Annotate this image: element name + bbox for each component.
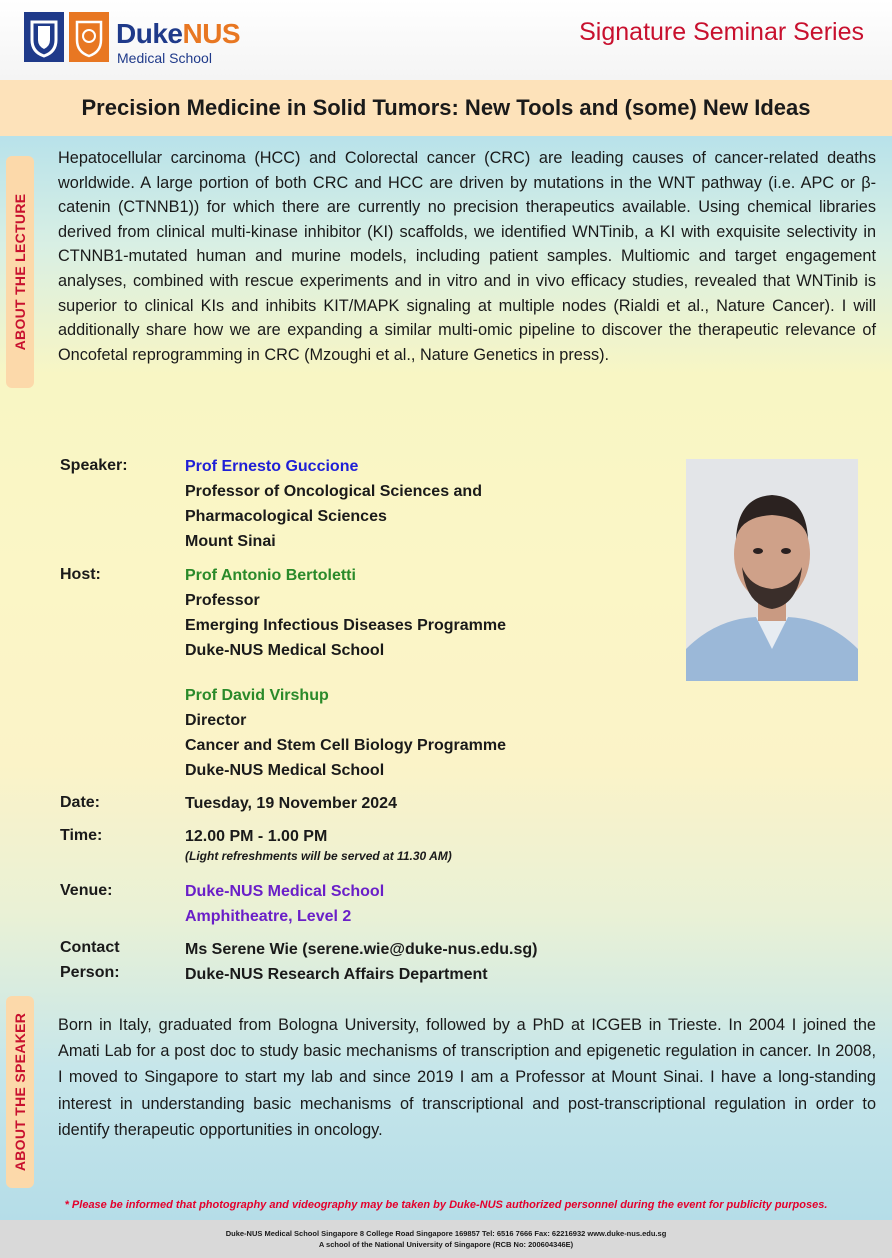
speaker-title-line1: Professor of Oncological Sciences and bbox=[185, 483, 482, 500]
lecture-abstract: Hepatocellular carcinoma (HCC) and Colorectal cancer (CRC) are leading causes of cancer-related deaths worldwide. A large portion of both CRC and HCC are driven by mutations in the WNT pathway (i.e. APC or β-catenin (CTNNB1)) for which there are currently no precision therapeutics available. Using chemical libraries derived from clinical multi-kinase inhibitor (KI) scaffolds, we identified WNTinib, a KI with exquisite selectivity in CTNNB1-mutated human and murine models, including patient samples. Multiomic and target engagement analyses, combined with rescue experiments and in vitro and in vivo efficacy studies, revealed that WNTinib is superior to clinical KIs and inhibits KIT/MAPK signaling at multiple nodes (Rialdi et al., Nature Cancer). I will additionally share how we are expanding a similar multi-omic pipeline to discover the therapeutic relevance of Oncofetal reprogramming in CRC (Mzoughi et al., Nature Genetics in press). bbox=[58, 149, 876, 364]
about-speaker-tab bbox=[6, 996, 34, 1188]
footer-address: Duke-NUS Medical School Singapore 8 College Road Singapore 169857 Tel: 6516 7666 Fax: 62216932 www.duke-nus.edu.sg bbox=[225, 1229, 667, 1238]
host-2-name: Prof David Virshup bbox=[185, 687, 329, 704]
photography-disclaimer: * Please be informed that photography and videography may be taken by Duke-NUS authorized personnel during the event for publicity purposes. bbox=[64, 1199, 828, 1211]
header bbox=[0, 0, 892, 80]
date-value: Tuesday, 19 November 2024 bbox=[185, 795, 397, 812]
speaker-label: Speaker: bbox=[60, 457, 128, 474]
seminar-title: Precision Medicine in Solid Tumors: New Tools and (some) New Ideas bbox=[0, 80, 892, 136]
speaker-affiliation: Mount Sinai bbox=[185, 533, 276, 550]
contact-label-2: Person: bbox=[60, 964, 120, 981]
venue-label: Venue: bbox=[60, 882, 113, 899]
contact-label-1: Contact bbox=[60, 939, 120, 956]
refreshments-note: (Light refreshments will be served at 11.30 AM) bbox=[185, 849, 452, 863]
logo-brand bbox=[116, 18, 240, 50]
series-title: Signature Seminar Series bbox=[579, 18, 864, 46]
logo-subtitle: Medical School bbox=[117, 50, 212, 66]
host-1-line2: Emerging Infectious Diseases Programme bbox=[185, 617, 506, 634]
about-speaker-label: ABOUT THE SPEAKER bbox=[12, 1012, 28, 1172]
contact-email[interactable]: Ms Serene Wie (serene.wie@duke-nus.edu.sg) bbox=[185, 941, 538, 958]
speaker-title-line2: Pharmacological Sciences bbox=[185, 508, 387, 525]
about-lecture-tab bbox=[6, 156, 34, 388]
time-value: 12.00 PM - 1.00 PM bbox=[185, 828, 328, 845]
host-2-line1: Director bbox=[185, 712, 247, 729]
host-2-line2: Cancer and Stem Cell Biology Programme bbox=[185, 737, 506, 754]
speaker-name: Prof Ernesto Guccione bbox=[185, 458, 359, 475]
speaker-photo bbox=[686, 459, 858, 681]
footer-affiliation: A school of the National University of Singapore (RCB No: 200604346E) bbox=[318, 1240, 574, 1249]
contact-department: Duke-NUS Research Affairs Department bbox=[185, 966, 488, 983]
logo-brand-duke: Duke bbox=[116, 18, 183, 49]
date-label: Date: bbox=[60, 794, 101, 811]
host-1-line1: Professor bbox=[185, 592, 260, 609]
duke-shield-icon bbox=[24, 12, 64, 62]
host-2-line3: Duke-NUS Medical School bbox=[185, 762, 385, 779]
footer bbox=[0, 1220, 892, 1258]
host-1-line3: Duke-NUS Medical School bbox=[185, 642, 385, 659]
main-content bbox=[0, 136, 892, 1220]
host-label: Host: bbox=[60, 566, 101, 583]
nus-crest-icon bbox=[69, 12, 109, 62]
speaker-bio: Born in Italy, graduated from Bologna University, followed by a PhD at ICGEB in Trieste. In 2004 I joined the Amati Lab for a post doc to study basic mechanisms of transcription and epigenetic regulation in cancer. In 2008, I moved to Singapore to start my lab and since 2019 I am a Professor at Mount Sinai. I have a long-standing interest in understanding basic mechanisms of transcriptional and post-transcriptional regulation in order to identify therapeutic opportunities in oncology. bbox=[58, 1016, 876, 1139]
about-lecture-label: ABOUT THE LECTURE bbox=[12, 193, 28, 351]
host-1-name: Prof Antonio Bertoletti bbox=[185, 567, 356, 584]
venue-line2: Amphitheatre, Level 2 bbox=[185, 908, 352, 925]
venue-line1: Duke-NUS Medical School bbox=[185, 883, 385, 900]
time-label: Time: bbox=[60, 827, 103, 844]
logo-brand-nus: NUS bbox=[182, 18, 241, 49]
